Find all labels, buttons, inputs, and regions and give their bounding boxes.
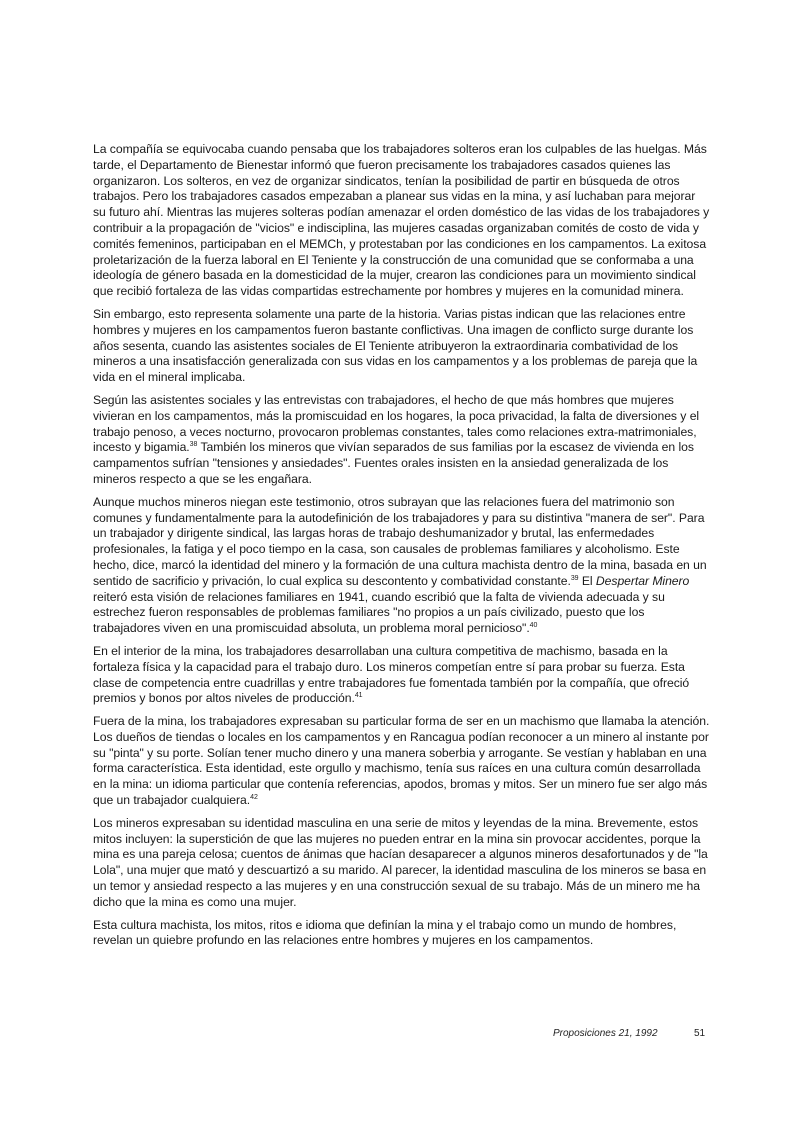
footnote-ref: 41 [354, 692, 363, 700]
paragraph: La compañía se equivocaba cuando pensaba que los trabajadores solteros eran los culpables de las huelgas. Más tarde, el Departamento de Bienestar informó que fueron precisamente los trabajadores casados quienes las organizaron. Los solteros, en vez de organizar sindicatos, tenían la posibilidad de partir en búsqueda de otros trabajos. Pero los trabajadores casados empezaban a planear sus vidas en la mina, y así luchaban para mejorar su futuro ahí. Mientras las mujeres solteras podían amenazar el orden doméstico de las vidas de los trabajadores y contribuir a la propagación de "vicios" e indisciplina, las mujeres casadas organizaban comités de costo de vida y comités femeninos, participaban en el MEMCh, y protestaban por las condiciones en los campamentos. La exitosa proletarización de la fuerza laboral en El Teniente y la construcción de una comunidad que se conformaba a una ideología de género basada en la domesticidad de la mujer, crearon las condiciones para un movimiento sindical que recibió fortaleza de las vidas compartidas estrechamente por hombres y mujeres en la comunidad minera. [93, 142, 710, 299]
journal-citation: Proposiciones 21, 1992 [553, 1028, 658, 1039]
article-body [93, 142, 711, 956]
paragraph: Esta cultura machista, los mitos, ritos e idioma que definían la mina y el trabajo como un mundo de hombres, revelan un quiebre profundo en las relaciones entre hombres y mujeres en los campamentos. [93, 917, 677, 948]
paragraph: Fuera de la mina, los trabajadores expresaban su particular forma de ser en un machismo que llamaba la atención. Los dueños de tiendas o locales en los campamentos y en Rancagua podían reconocer a un minero al instante por su "pinta" y su porte. Solían tener mucho dinero y una manera soberbia y arrogante. Se vestían y hablaban en una forma característica. Esta identidad, este orgullo y machismo, tenía sus raíces en una cultura común desarrollada en la mina: un idioma particular que contenía referencias, apodos, bromas y mitos. Ser un minero fue ser algo más que un trabajador cualquiera.$^{42}$ [93, 714, 710, 808]
paragraph: Los mineros expresaban su identidad masculina en una serie de mitos y leyendas de la mina. Brevemente, estos mitos incluyen: la superstición de que las mujeres no pueden entrar en la mina sin provocar accidentes, porque la mina es una pareja celosa; cuentos de ánimas que hacían desaparecer a algunos mineros desafortunados y de "la Lola", una mujer que mató y descuartizó a su marido. Al parecer, la identidad masculina de los mineros se basa en un temor y ansiedad respecto a las mujeres y en una construcción sexual de su trabajo. Más de un minero me ha dicho que la mina es como una mujer. [93, 815, 708, 909]
footnote-ref: 39 [570, 574, 579, 582]
page-number: 51 [694, 1028, 706, 1039]
paragraph: Aunque muchos mineros niegan este testimonio, otros subrayan que las relaciones fuera del matrimonio son comunes y fundamentalmente para la autodefinición de los trabajadores y para su distintiva "manera de ser". Para un trabajador y dirigente sindical, las largas horas de trabajo deshumanizador y brutal, las enfermedades profesionales, la fatiga y el poco tiempo en la casa, son causales de problemas familiares y alcoholismo. Este hecho, dice, marcó la identidad del minero y la formación de una cultura machista dentro de la mina, basada en un sentido de sacrificio y privación, lo cual explica su descontento y combatividad constante.$^{39}$ El Despertar Minero reiteró esta visión de relaciones familiares en 1941, cuando escribió que la falta de vivienda adecuada y su estrechez fueron responsables de problemas familiares "no propios a un país civilizado, puesto que los trabajadores viven en una promiscuidad absoluta, un problema moral pernicioso".$^{40}$ [93, 494, 707, 636]
footnote-ref: 42 [250, 794, 258, 802]
paragraph: Según las asistentes sociales y las entrevistas con trabajadores, el hecho de que más hombres que mujeres vivieran en los campamentos, más la promiscuidad en los hogares, la poca privacidad, la falta de diversiones y el trabajo penoso, a veces nocturno, provocaron problemas constantes, tales como relaciones extra-matrimoniales, incesto y bigamia.$^{38}$ También los mineros que vivían separados de sus familias por la escasez de vivienda en los campamentos sufrían "tensiones y ansiedades". Fuentes orales insisten en la ansiedad generalizada de los mineros respecto a que se les engañara. [93, 392, 700, 486]
newspaper-title: Despertar Minero [595, 573, 690, 588]
paragraph: En el interior de la mina, los trabajadores desarrollaban una cultura competitiva de machismo, basada en la fortaleza física y la capacidad para el trabajo duro. Los mineros competían entre sí para probar su fuerza. Esta clase de competencia entre cuadrillas y entre trabajadores fue fomentada también por la compañía, que ofreció premios y bonos por altos niveles de producción.$^{41}$ [93, 643, 690, 706]
paragraph: Sin embargo, esto representa solamente una parte de la historia. Varias pistas indican que las relaciones entre hombres y mujeres en los campamentos fueron bastante conflictivas. Una imagen de conflicto surge durante los años sesenta, cuando las asistentes sociales de El Teniente atribuyeron la extraordinaria combatividad de los mineros a una insatisfacción generalizada con sus vidas en los campamentos y a los problemas de pareja que la vida en el mineral implicaba. [93, 306, 698, 385]
footnote-ref: 38 [189, 441, 198, 449]
footnote-ref: 40 [529, 622, 538, 630]
